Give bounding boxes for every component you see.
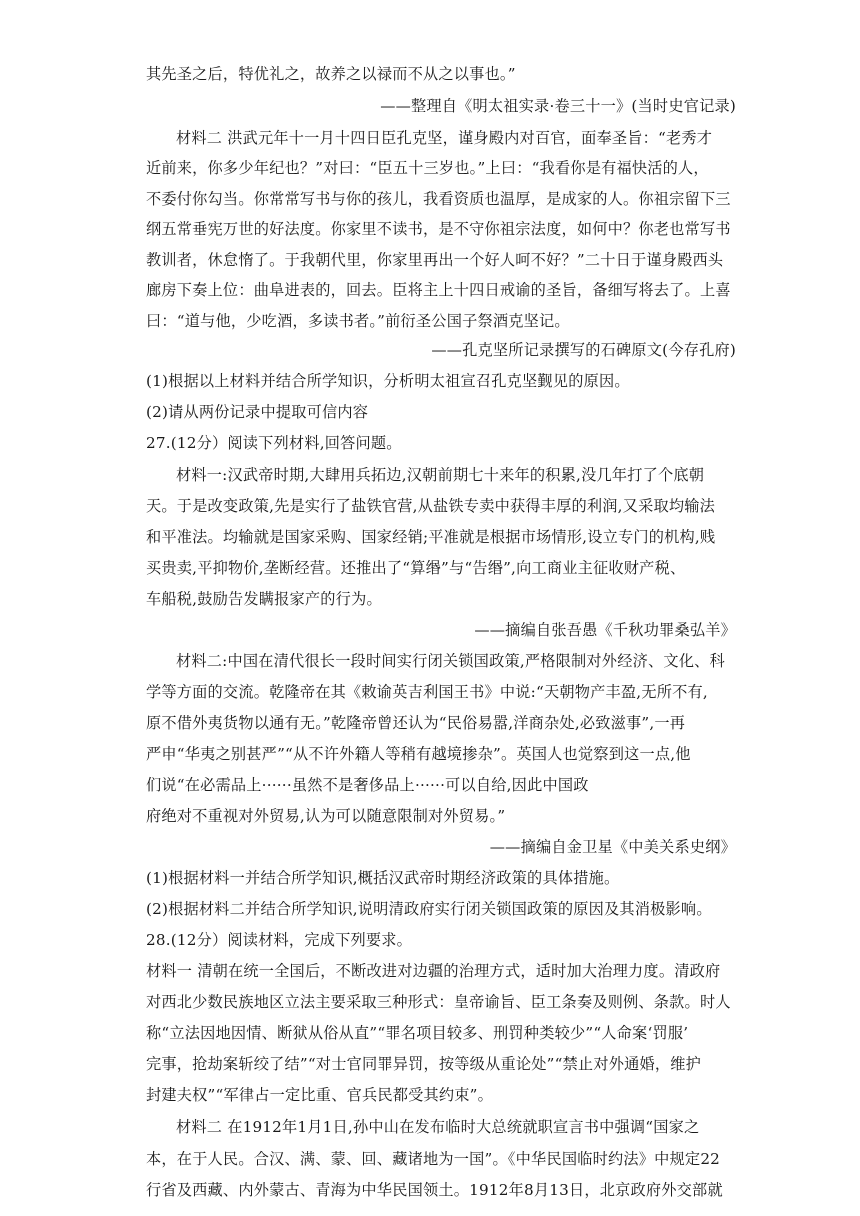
text-line: 不委付你勾当。你常常写书与你的孩儿，我看资质也温厚，是成家的人。你祖宗留下三: [146, 190, 731, 208]
text-line: 近前来，你多少年纪也？”对曰：“臣五十三岁也。”上曰：“我看你是有福快活的人，: [146, 159, 709, 177]
text-line: 和平准法。均输就是国家采购、国家经销;平准就是根据市场情形,设立专门的机构,贱: [146, 528, 716, 546]
text-line: 原不借外夷货物以通有无。”乾隆帝曾还认为“民俗易嚣,洋商杂处,必致滋事”,一再: [146, 714, 686, 732]
source-citation: ——整理自《明太祖实录·卷三十一》(当时史官记录): [380, 97, 736, 115]
text-line: 材料一:汉武帝时期,大肆用兵拓边,汉朝前期七十来年的积累,没几年打了个底朝: [176, 466, 705, 484]
text-line: 纲五常垂宪万世的好法度。你家里不读书，是不守你祖宗法度，如何中？你老也常写书: [146, 220, 731, 238]
text-line: 曰：“道与他，少吃酒，多读书者。”前衍圣公国子祭酒克坚记。: [146, 312, 570, 330]
text-line: 材料一 清朝在统一全国后，不断改进对边疆的治理方式，适时加大治理力度。清政府: [146, 962, 721, 980]
source-citation: ——孔克坚所记录撰写的石碑原文(今存孔府): [431, 341, 736, 359]
text-line: 完事，抢劫案斩绞了结”“对士官同罪异罚，按等级从重论处”“禁止对外通婚，维护: [146, 1055, 702, 1073]
question-item: (1)根据以上材料并结合所学知识，分析明太祖宣召孔克坚觐见的原因。: [146, 372, 630, 390]
text-line: 材料二:中国在清代很长一段时间实行闭关锁国政策,严格限制对外经济、文化、科: [176, 652, 725, 670]
text-line: 教训者，休怠惰了。于我朝代里，你家里再出一个好人呵不好？”二十日于谨身殿西头: [146, 251, 724, 269]
source-citation: ——摘编自张吾愚《千秋功罪桑弘羊》: [474, 621, 736, 639]
text-line: 封建夫权”“军律占一定比重、官兵民都受其约束”。: [146, 1086, 494, 1104]
text-line: 其先圣之后，特优礼之，故养之以禄而不从之以事也。”: [146, 65, 516, 83]
text-line: 材料二 洪武元年十一月十四日臣孔克坚，谨身殿内对百官，面奉圣旨：“老秀才: [176, 129, 713, 147]
text-line: 府绝对不重视对外贸易,认为可以随意限制对外贸易。”: [146, 807, 506, 825]
text-line: 称“立法因地因情、断狱从俗从直”“罪名项目较多、刑罚种类较少”“人命案‘罚服’: [146, 1024, 689, 1042]
text-line: 们说“在必需品上······虽然不是奢侈品上······可以自给,因此中国政: [146, 776, 589, 794]
text-line: 学等方面的交流。乾隆帝在其《敕谕英吉利国王书》中说:“天朝物产丰盈,无所不有,: [146, 683, 708, 701]
text-line: 廊房下奏上位：曲阜进表的，回去。臣将主上十四日戒谕的圣旨，备细写将去了。上喜: [146, 281, 731, 299]
text-line: 对西北少数民族地区立法主要采取三种形式：皇帝谕旨、臣工条奏及则例、条款。时人: [146, 993, 731, 1011]
question-item: (2)请从两份记录中提取可信内容: [146, 403, 369, 421]
text-line: 材料二 在1912年1月1日,孙中山在发布临时大总统就职宣言书中强调“国家之: [176, 1118, 700, 1136]
question-item: (1)根据材料一并结合所学知识,概括汉武帝时期经济政策的具体措施。: [146, 869, 620, 887]
question-heading: 28.(12分）阅读材料，完成下列要求。: [146, 931, 413, 949]
text-line: 严申“华夷之别甚严”“从不许外籍人等稍有越境掺杂”。英国人也觉察到这一点,他: [146, 745, 691, 763]
text-line: 车船税,鼓励告发瞒报家产的行为。: [146, 590, 382, 608]
question-item: (2)根据材料二并结合所学知识,说明清政府实行闭关锁国政策的原因及其消极影响。: [146, 900, 712, 918]
source-citation: ——摘编自金卫星《中美关系史纲》: [489, 838, 736, 856]
text-line: 本，在于人民。合汉、满、蒙、回、藏诸地为一国”。《中华民国临时约法》中规定22: [146, 1150, 721, 1168]
text-line: 行省及西藏、内外蒙古、青海为中华民国领土。1912年8月13日，北京政府外交部就: [146, 1181, 723, 1199]
text-line: 天。于是改变政策,先是实行了盐铁官营,从盐铁专卖中获得丰厚的利润,又采取均输法: [146, 497, 716, 515]
text-line: 买贵卖,平抑物价,垄断经营。还推出了“算缗”与“告缗”,向工商业主征收财产税、: [146, 559, 686, 577]
question-heading: 27.(12分）阅读下列材料,回答问题。: [146, 434, 402, 452]
